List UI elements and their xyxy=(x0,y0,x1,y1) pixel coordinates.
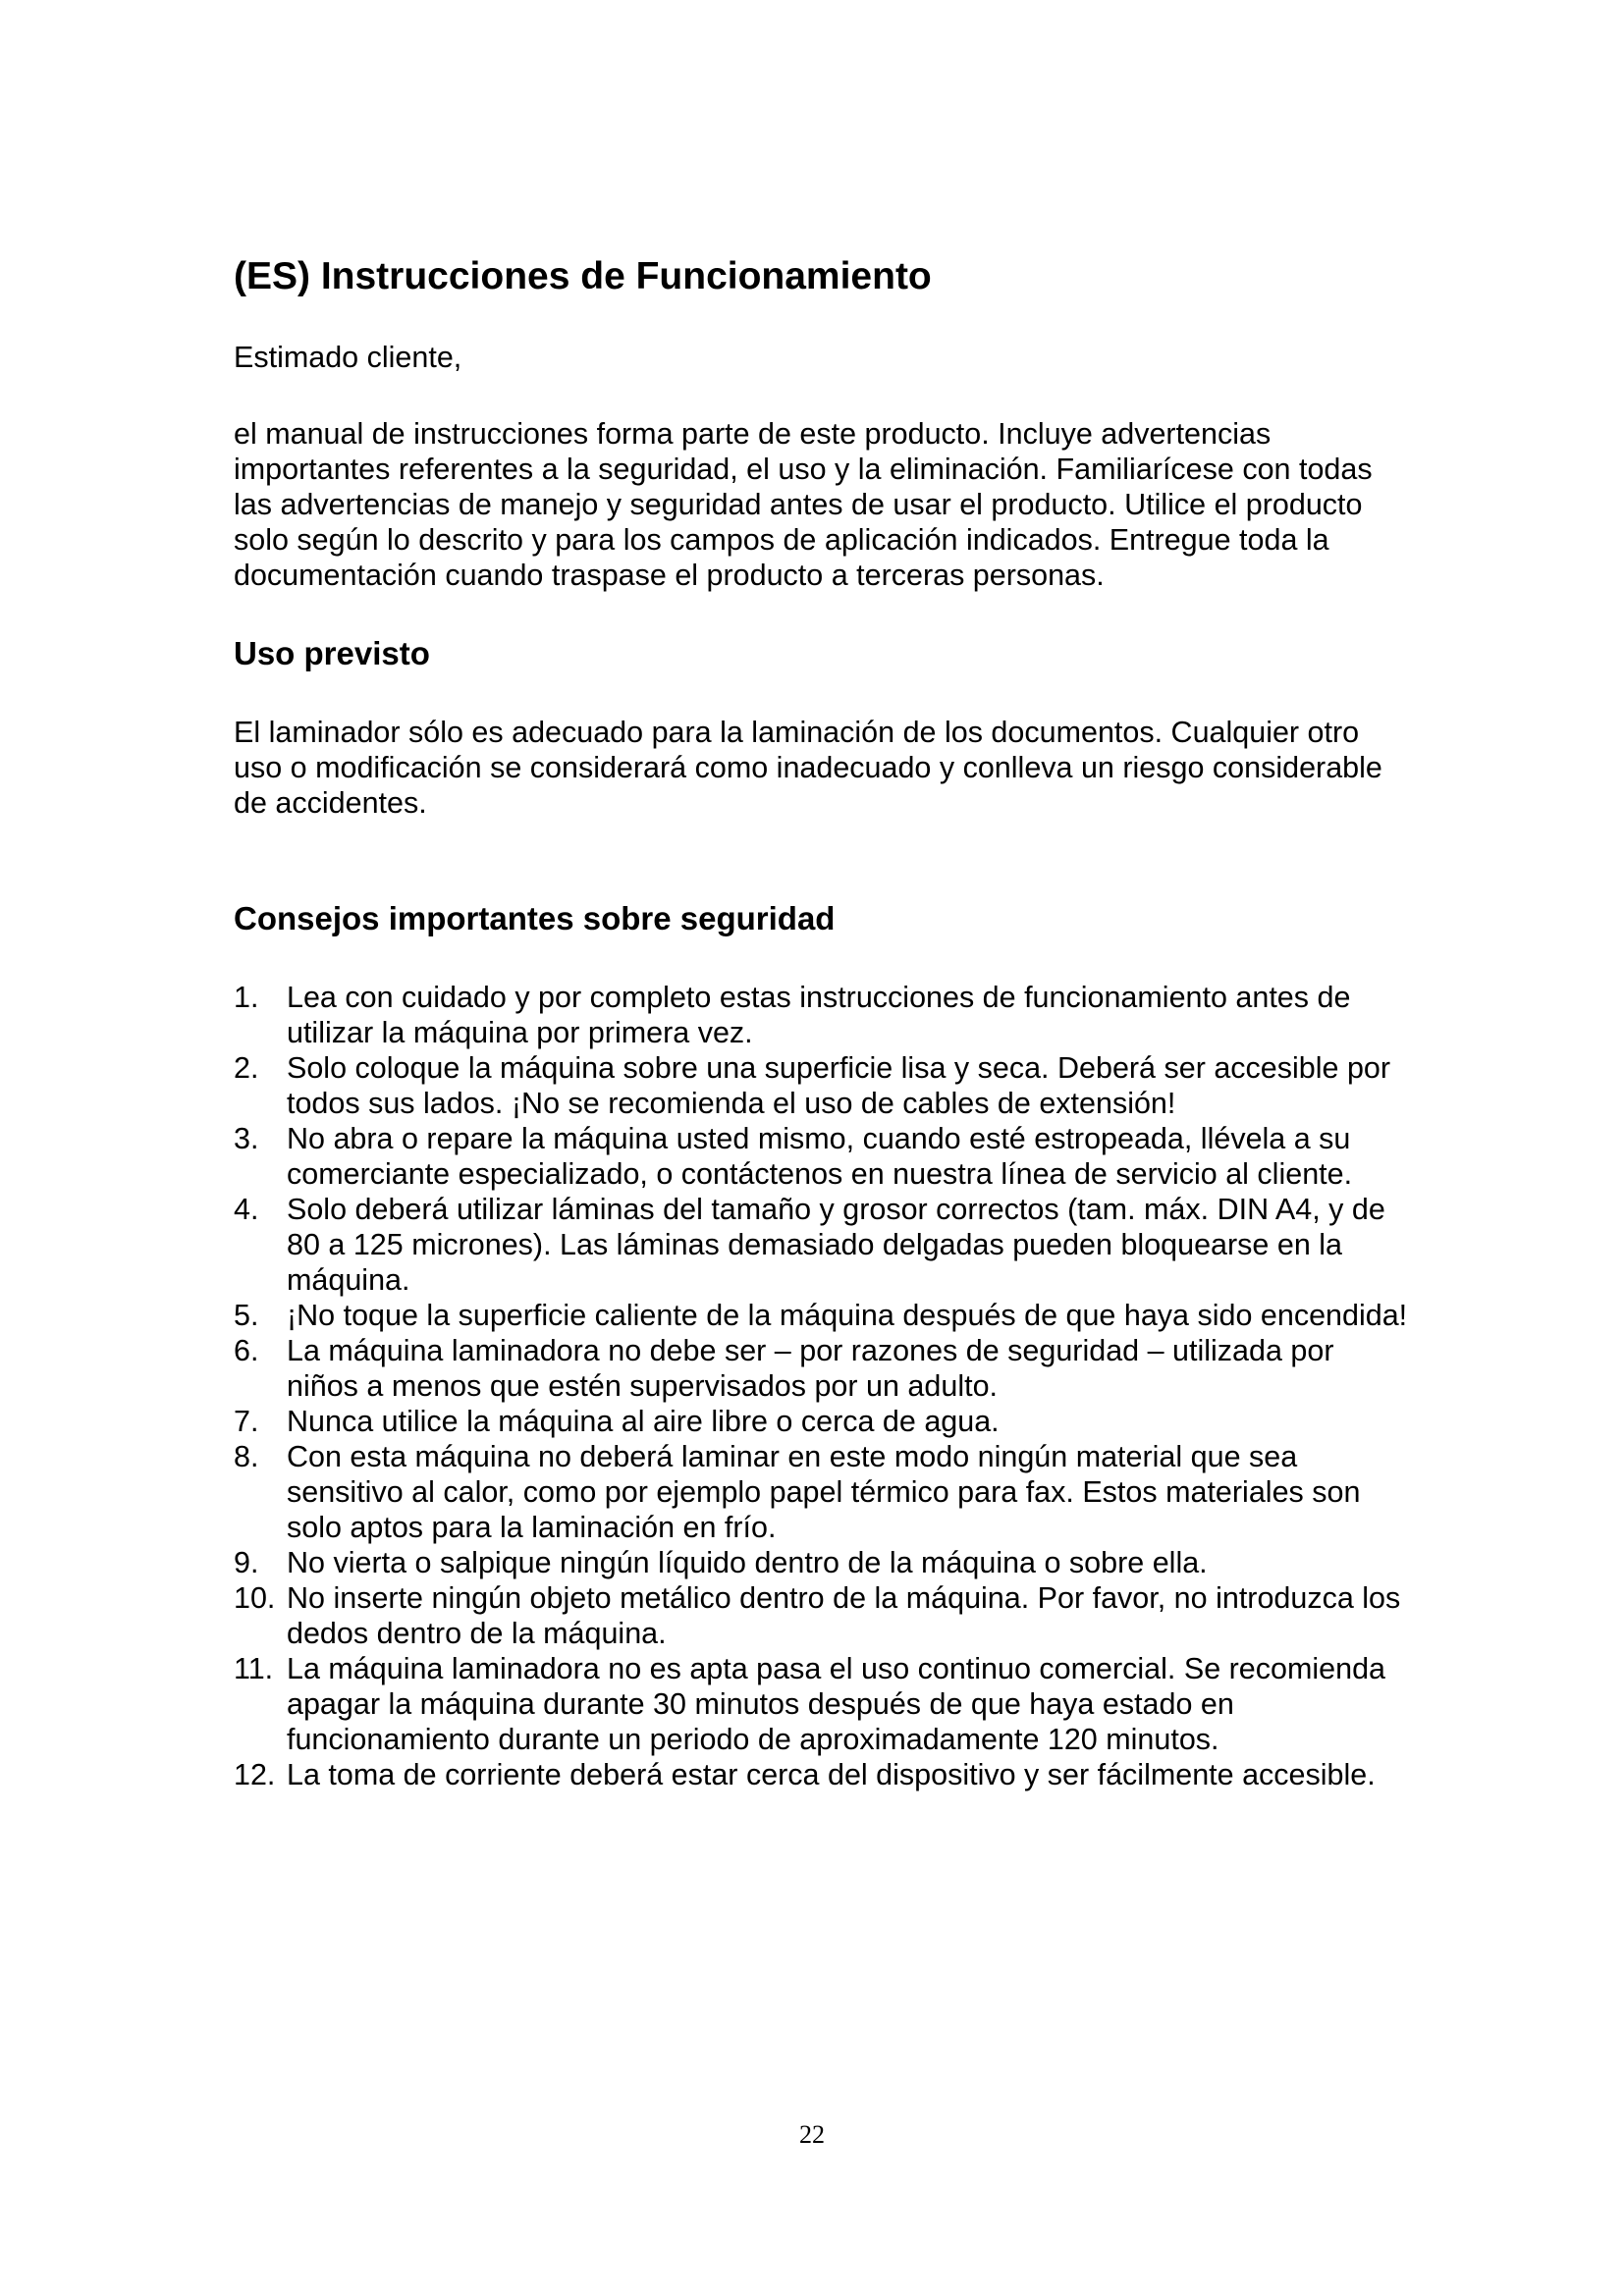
list-text: La máquina laminadora no debe ser – por razones de seguridad – utilizada por niños a menos que estén supervisados por un adulto. xyxy=(287,1334,1334,1403)
safety-list xyxy=(234,980,1412,1792)
page-title: (ES) Instrucciones de Funcionamiento xyxy=(234,255,932,297)
list-item xyxy=(234,1580,1412,1651)
list-text: No vierta o salpique ningún líquido dentro de la máquina o sobre ella. xyxy=(287,1546,1208,1579)
list-item xyxy=(234,1757,1412,1792)
list-number: 7. xyxy=(234,1405,259,1438)
list-item xyxy=(234,1121,1412,1192)
section-heading-consejos: Consejos importantes sobre seguridad xyxy=(234,900,836,936)
list-number: 6. xyxy=(234,1334,259,1367)
list-number: 10. xyxy=(234,1581,276,1615)
list-text: Solo coloque la máquina sobre una superficie lisa y seca. Deberá ser accesible por todos sus lados. ¡No se recomienda el uso de cables de extensión! xyxy=(287,1051,1391,1120)
uso-previsto-paragraph: El laminador sólo es adecuado para la laminación de los documentos. Cualquier otro uso o modificación se considerará como inadecuado y conlleva un riesgo considerable de accidentes. xyxy=(234,716,1382,820)
list-number: 11. xyxy=(234,1652,274,1685)
list-number: 12. xyxy=(234,1758,276,1791)
list-item xyxy=(234,1050,1412,1121)
list-text: Solo deberá utilizar láminas del tamaño y grosor correctos (tam. máx. DIN A4, y de 80 a 125 micrones). Las láminas demasiado delgadas pueden bloquearse en la máquina. xyxy=(287,1193,1385,1297)
list-number: 2. xyxy=(234,1051,259,1085)
list-number: 5. xyxy=(234,1299,259,1332)
list-text: Lea con cuidado y por completo estas instrucciones de funcionamiento antes de utilizar la máquina por primera vez. xyxy=(287,981,1351,1049)
page-content xyxy=(234,247,1412,1792)
greeting: Estimado cliente, xyxy=(234,341,462,374)
list-item xyxy=(234,1651,1412,1757)
list-item xyxy=(234,1192,1412,1298)
list-item xyxy=(234,1404,1412,1439)
list-text: La toma de corriente deberá estar cerca del dispositivo y ser fácilmente accesible. xyxy=(287,1758,1376,1791)
list-text: ¡No toque la superficie caliente de la máquina después de que haya sido encendida! xyxy=(287,1299,1408,1332)
list-item xyxy=(234,1439,1412,1545)
list-text: La máquina laminadora no es apta pasa el uso continuo comercial. Se recomienda apagar la máquina durante 30 minutos después de que haya estado en funcionamiento durante un periodo de aproximadamente 120 minutos. xyxy=(287,1652,1386,1756)
list-text: Nunca utilice la máquina al aire libre o cerca de agua. xyxy=(287,1405,1000,1438)
section-heading-uso-previsto: Uso previsto xyxy=(234,635,430,671)
list-item xyxy=(234,1298,1412,1333)
list-number: 4. xyxy=(234,1193,259,1226)
list-text: No abra o repare la máquina usted mismo, cuando esté estropeada, llévela a su comerciante especializado, o contáctenos en nuestra línea de servicio al cliente. xyxy=(287,1122,1353,1191)
list-number: 8. xyxy=(234,1440,259,1473)
list-number: 3. xyxy=(234,1122,259,1155)
intro-paragraph: el manual de instrucciones forma parte de este producto. Incluye advertencias importantes referentes a la seguridad, el uso y la eliminación. Familiarícese con todas las advertencias de manejo y seguridad antes de usar el producto. Utilice el producto solo según lo descrito y para los campos de aplicación indicados. Entregue toda la documentación cuando traspase el producto a terceras personas. xyxy=(234,417,1373,592)
list-item xyxy=(234,1333,1412,1404)
list-item xyxy=(234,1545,1412,1580)
list-item xyxy=(234,980,1412,1050)
page-number: 22 xyxy=(799,2120,825,2149)
list-number: 9. xyxy=(234,1546,259,1579)
list-number: 1. xyxy=(234,981,259,1014)
list-text: Con esta máquina no deberá laminar en este modo ningún material que sea sensitivo al calor, como por ejemplo papel térmico para fax. Estos materiales son solo aptos para la laminación en frío. xyxy=(287,1440,1361,1544)
list-text: No inserte ningún objeto metálico dentro de la máquina. Por favor, no introduzca los dedos dentro de la máquina. xyxy=(287,1581,1401,1650)
